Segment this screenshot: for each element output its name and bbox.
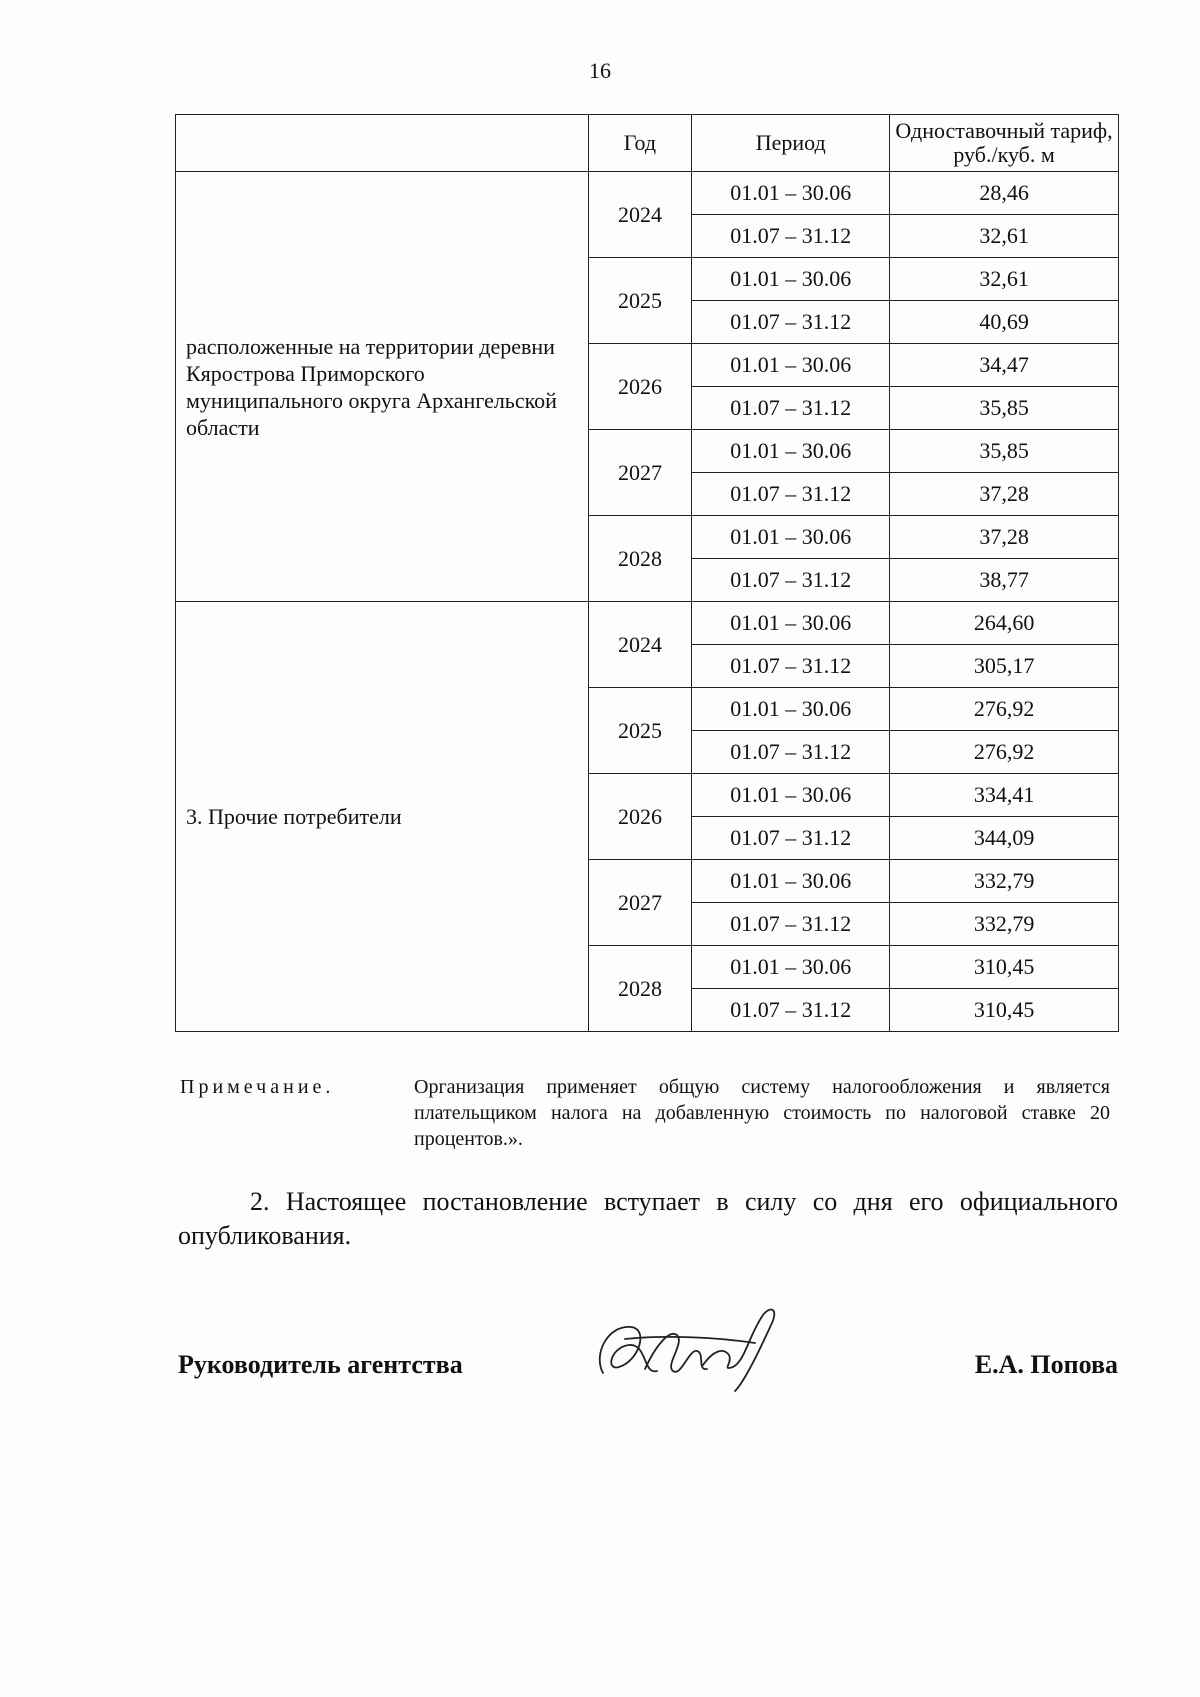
period-cell: 01.01 – 30.06 — [692, 172, 890, 215]
table-row — [176, 172, 1119, 215]
period-cell: 01.01 – 30.06 — [692, 688, 890, 731]
tariff-cell: 276,92 — [890, 731, 1119, 774]
period-cell: 01.07 – 31.12 — [692, 903, 890, 946]
tariff-cell: 276,92 — [890, 688, 1119, 731]
period-cell: 01.01 – 30.06 — [692, 258, 890, 301]
year-cell: 2025 — [588, 688, 692, 774]
page-number: 16 — [589, 58, 611, 83]
tariff-cell: 310,45 — [890, 989, 1119, 1032]
period-cell: 01.07 – 31.12 — [692, 989, 890, 1032]
table-body — [176, 172, 1119, 1032]
consumer-group-cell: расположенные на территории деревни Кярострова Приморского муниципального округа Архангельской области — [176, 172, 589, 602]
period-cell: 01.01 – 30.06 — [692, 516, 890, 559]
year-cell: 2025 — [588, 258, 692, 344]
year-cell: 2024 — [588, 602, 692, 688]
period-cell: 01.01 – 30.06 — [692, 774, 890, 817]
handwritten-signature — [585, 1295, 795, 1395]
year-cell: 2026 — [588, 344, 692, 430]
tariff-cell: 40,69 — [890, 301, 1119, 344]
header-year: Год — [588, 115, 692, 172]
period-cell: 01.07 – 31.12 — [692, 301, 890, 344]
tariff-cell: 28,46 — [890, 172, 1119, 215]
period-cell: 01.07 – 31.12 — [692, 473, 890, 516]
year-cell: 2027 — [588, 430, 692, 516]
year-cell: 2024 — [588, 172, 692, 258]
period-cell: 01.01 – 30.06 — [692, 602, 890, 645]
period-cell: 01.07 – 31.12 — [692, 387, 890, 430]
tariff-cell: 38,77 — [890, 559, 1119, 602]
consumer-group-cell: 3. Прочие потребители — [176, 602, 589, 1032]
header-tariff: Одноставочный тариф, руб./куб. м — [890, 115, 1119, 172]
year-cell: 2027 — [588, 860, 692, 946]
period-cell: 01.07 – 31.12 — [692, 817, 890, 860]
year-cell: 2028 — [588, 946, 692, 1032]
tariff-cell: 264,60 — [890, 602, 1119, 645]
tariff-cell: 35,85 — [890, 387, 1119, 430]
note-label: Примечание. — [180, 1076, 335, 1098]
period-cell: 01.01 – 30.06 — [692, 946, 890, 989]
header-period: Период — [692, 115, 890, 172]
tariff-cell: 332,79 — [890, 903, 1119, 946]
period-cell: 01.07 – 31.12 — [692, 731, 890, 774]
header-consumer — [176, 115, 589, 172]
period-cell: 01.01 – 30.06 — [692, 344, 890, 387]
tariff-cell: 305,17 — [890, 645, 1119, 688]
tariff-cell: 37,28 — [890, 473, 1119, 516]
tariff-cell: 334,41 — [890, 774, 1119, 817]
year-cell: 2028 — [588, 516, 692, 602]
period-cell: 01.01 – 30.06 — [692, 860, 890, 903]
tariff-cell: 32,61 — [890, 215, 1119, 258]
tariff-cell: 310,45 — [890, 946, 1119, 989]
clause-paragraph: 2. Настоящее постановление вступает в силу со дня его официального опубликования. — [178, 1187, 1118, 1250]
table-header-row — [176, 115, 1119, 172]
period-cell: 01.01 – 30.06 — [692, 430, 890, 473]
tariff-cell: 37,28 — [890, 516, 1119, 559]
period-cell: 01.07 – 31.12 — [692, 215, 890, 258]
tariff-cell: 35,85 — [890, 430, 1119, 473]
tariff-table — [175, 114, 1119, 1032]
year-cell: 2026 — [588, 774, 692, 860]
period-cell: 01.07 – 31.12 — [692, 559, 890, 602]
period-cell: 01.07 – 31.12 — [692, 645, 890, 688]
tariff-cell: 32,61 — [890, 258, 1119, 301]
note-text: Организация применяет общую систему налогообложения и является плательщиком налога на добавленную стоимость по налоговой ставке 20 процентов.». — [414, 1076, 1110, 1150]
tariff-cell: 34,47 — [890, 344, 1119, 387]
table-row — [176, 602, 1119, 645]
signatory-name: Е.А. Попова — [974, 1350, 1118, 1379]
tariff-cell: 344,09 — [890, 817, 1119, 860]
tariff-cell: 332,79 — [890, 860, 1119, 903]
signatory-role: Руководитель агентства — [178, 1350, 463, 1379]
